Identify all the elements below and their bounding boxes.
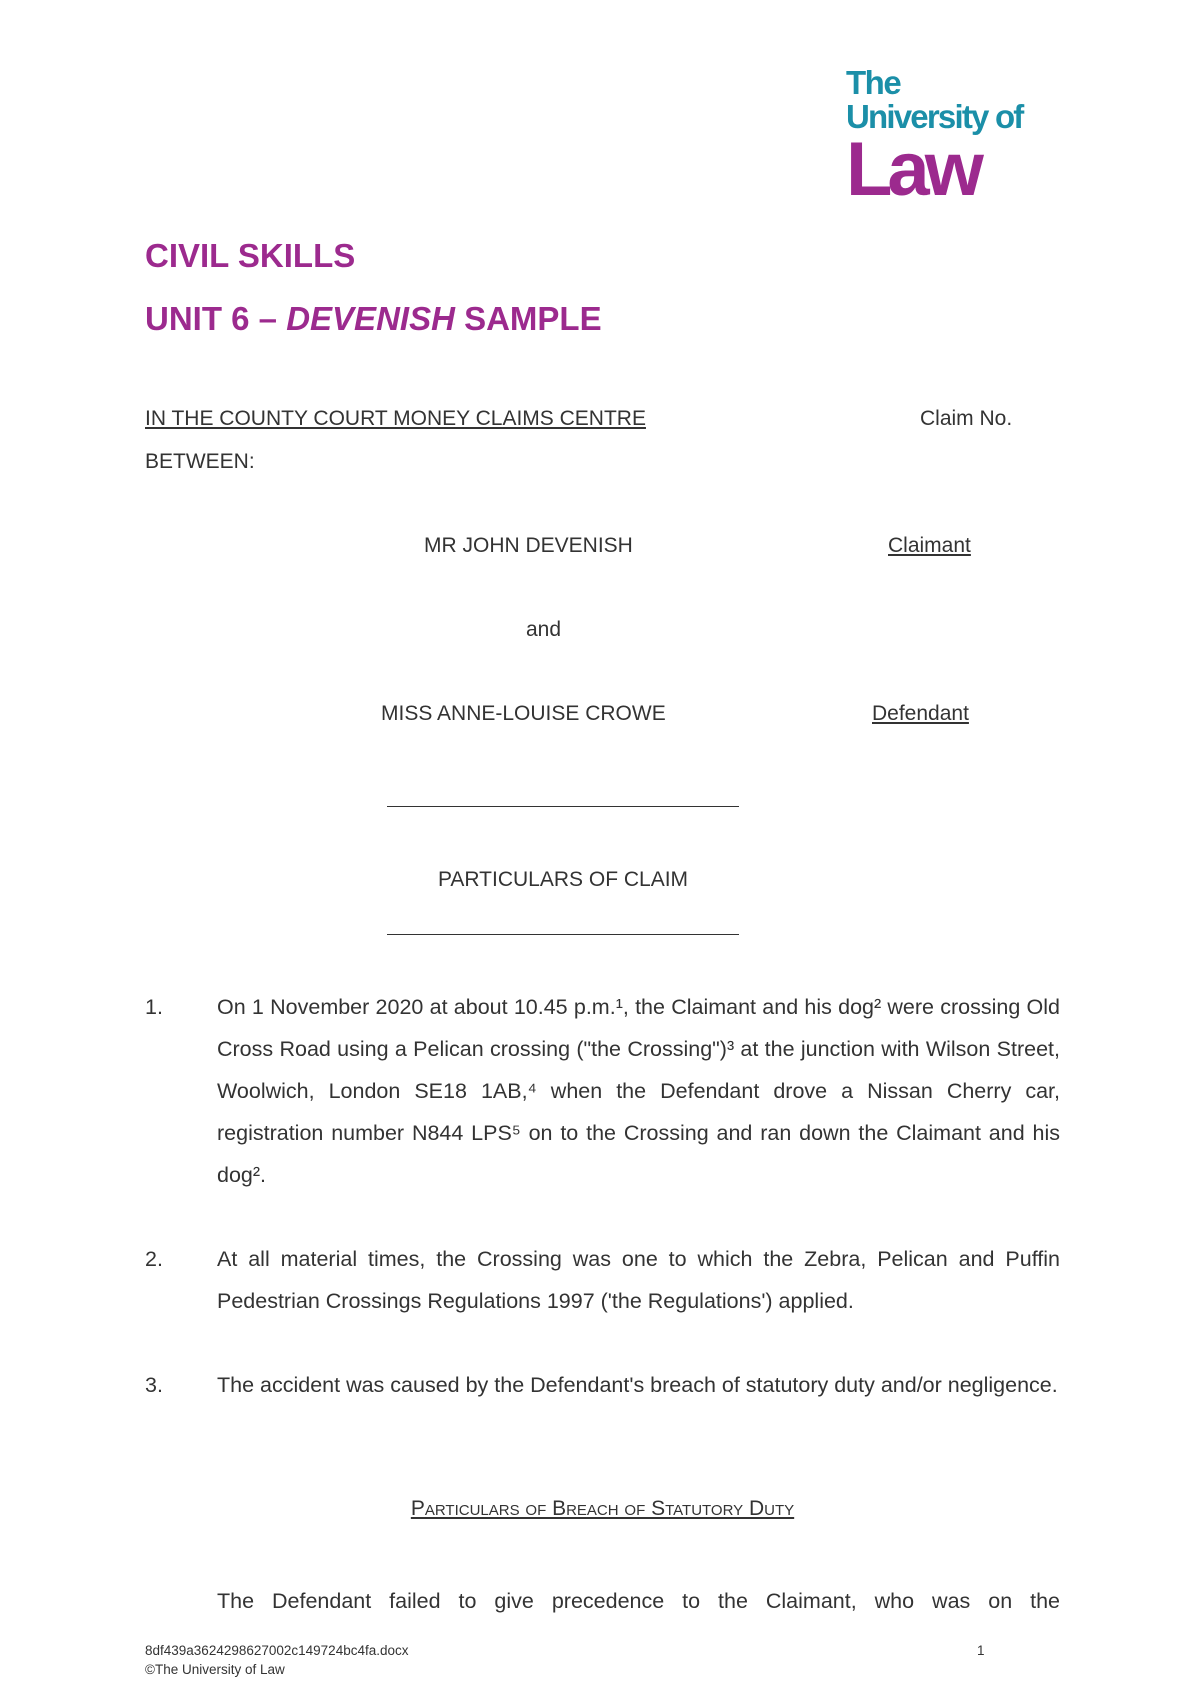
paragraph-2: 2. At all material times, the Crossing was one to which the Zebra, Pelican and Puffin Pedestrian Crossings Regulations 1997 ('the Regulations') applied. bbox=[145, 1238, 1060, 1322]
claimant-name: MR JOHN DEVENISH bbox=[424, 534, 633, 557]
logo-line-1: The bbox=[846, 64, 901, 101]
continued-text: The Defendant failed to give precedence to the Claimant, who was on the bbox=[217, 1589, 1060, 1613]
paragraph-3: 3. The accident was caused by the Defendant's breach of statutory duty and/or negligence. bbox=[145, 1364, 1060, 1406]
paragraph-2-text: At all material times, the Crossing was one to which the Zebra, Pelican and Puffin Pedestrian Crossings Regulations 1997 ('the Regulations') applied. bbox=[217, 1247, 1060, 1313]
paragraph-1-text: On 1 November 2020 at about 10.45 p.m.¹, the Claimant and his dog² were crossing Old Cross Road using a Pelican crossing ("the Crossing")³ at the junction with Wilson Street, Woolwich, London SE18 1AB,⁴ when the Defendant drove a Nissan Cherry car, registration number N844 LPS⁵ on to the Crossing and ran down the Claimant and his dog². bbox=[217, 995, 1060, 1187]
logo-line-2: University of bbox=[846, 98, 1023, 135]
logo-line-3: Law bbox=[846, 127, 979, 212]
paragraph-1: 1. On 1 November 2020 at about 10.45 p.m.¹, the Claimant and his dog² were crossing Old Cross Road using a Pelican crossing ("the Crossing")³ at the junction with Wilson Street, Woolwich, London SE18 1AB,⁴ when the Defendant drove a Nissan Cherry car, registration number N844 LPS⁵ on to the Crossing and ran down the Claimant and his dog². bbox=[145, 986, 1060, 1196]
defendant-label: Defendant bbox=[872, 702, 969, 725]
court-name: IN THE COUNTY COURT MONEY CLAIMS CENTRE bbox=[145, 407, 646, 430]
particulars-title: PARTICULARS OF CLAIM bbox=[437, 868, 689, 891]
document-subtitle: UNIT 6 – DEVENISH SAMPLE bbox=[145, 300, 602, 337]
claimant-label: Claimant bbox=[888, 534, 971, 557]
footer-filename: 8df439a3624298627002c149724bc4fa.docx bbox=[145, 1643, 409, 1658]
footer-copyright: ©The University of Law bbox=[145, 1662, 285, 1677]
breach-subheading: Particulars of Breach of Statutory Duty bbox=[410, 1497, 795, 1520]
paragraph-3-text: The accident was caused by the Defendant's breach of statutory duty and/or negligence. bbox=[217, 1373, 1058, 1397]
defendant-name: MISS ANNE-LOUISE CROWE bbox=[381, 702, 666, 725]
document-title: CIVIL SKILLS bbox=[145, 237, 356, 274]
divider-top bbox=[387, 806, 739, 807]
claim-number-label: Claim No. bbox=[920, 407, 1013, 430]
and-label: and bbox=[526, 618, 562, 641]
page-number: 1 bbox=[977, 1643, 985, 1658]
between-label: BETWEEN: bbox=[145, 450, 255, 473]
university-logo bbox=[846, 64, 1036, 212]
paragraph-continued bbox=[145, 1580, 1060, 1622]
divider-bottom bbox=[387, 934, 739, 935]
